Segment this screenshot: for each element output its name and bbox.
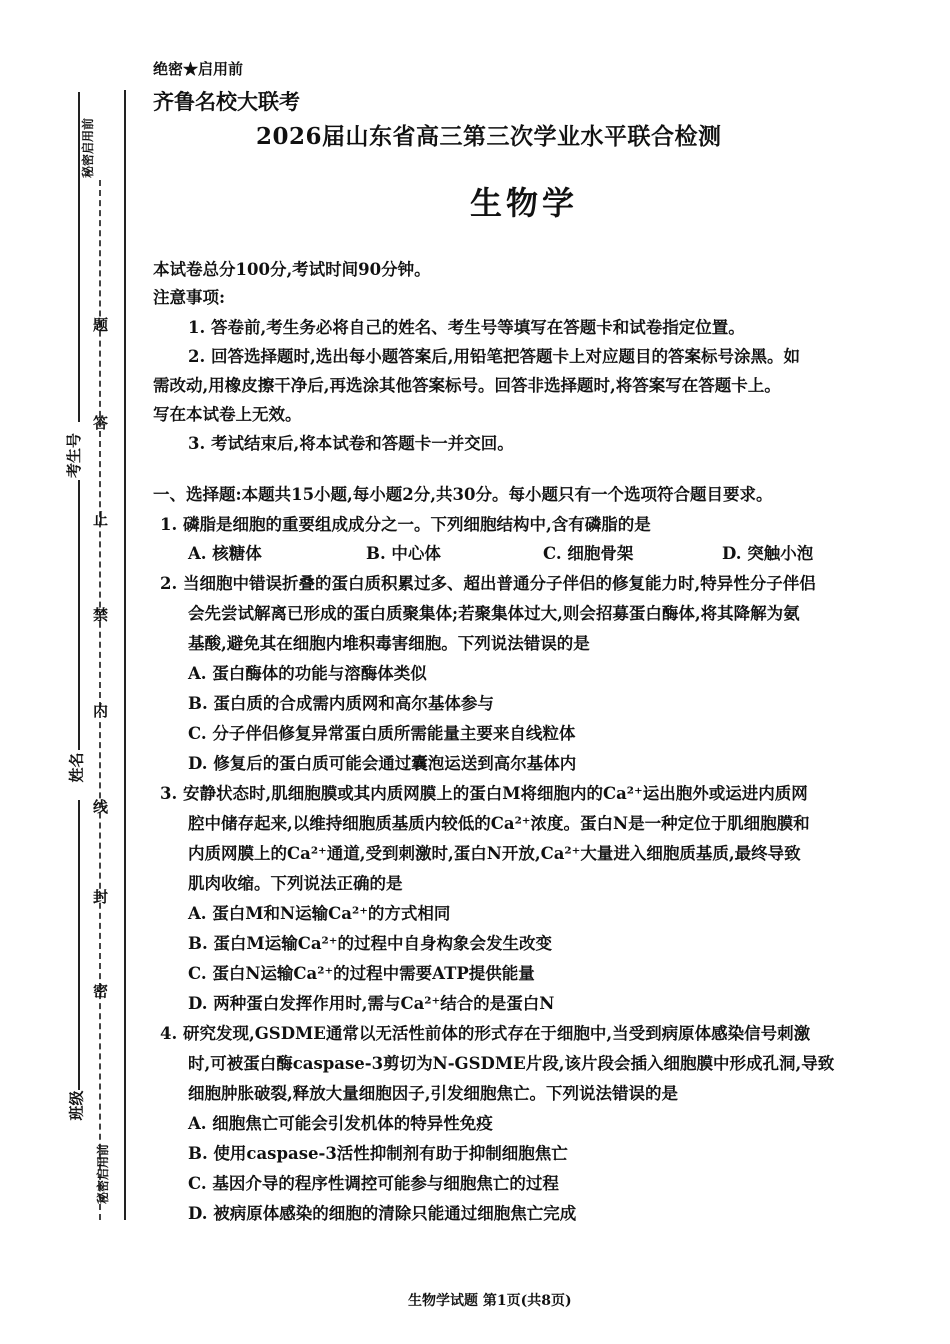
q2-option-d: D. 修复后的蛋白质可能会通过囊泡运送到高尔基体内 [188, 754, 577, 773]
q3-option-c: C. 蛋白N运输Ca²⁺的过程中需要ATP提供能量 [188, 964, 535, 983]
q2-option-b: B. 蛋白质的合成需内质网和高尔基体参与 [188, 694, 494, 713]
q2-stem-line3: 基酸,避免其在细胞内堆积毒害细胞。下列说法错误的是 [188, 634, 590, 653]
q4-option-d: D. 被病原体感染的细胞的清除只能通过细胞焦亡完成 [188, 1204, 577, 1223]
page-footer: 生物学试题 第1页(共8页) [408, 1293, 572, 1309]
league-name: 齐鲁名校大联考 [153, 89, 300, 114]
binding-margin [0, 0, 140, 1344]
notice-item-2-line1: 2. 回答选择题时,选出每小题答案后,用铅笔把答题卡上对应题目的答案标号涂黑。如 [188, 347, 800, 366]
top-seal-label: 秘密启用前 [81, 117, 96, 179]
seal-char-xian: 线 [93, 798, 109, 816]
q1-option-d: D. 突触小泡 [722, 544, 814, 563]
margin-line-mid [78, 480, 80, 750]
seal-char-ti: 题 [93, 316, 109, 334]
q2-option-a: A. 蛋白酶体的功能与溶酶体类似 [188, 664, 427, 683]
q4-stem-line3: 细胞肿胀破裂,释放大量细胞因子,引发细胞焦亡。下列说法错误的是 [188, 1084, 678, 1103]
seal-char-feng: 封 [93, 888, 109, 906]
score-time-line: 本试卷总分100分,考试时间90分钟。 [153, 260, 431, 279]
exam-title: 2026届山东省高三第三次学业水平联合检测 [256, 123, 722, 150]
q4-option-a: A. 细胞焦亡可能会引发机体的特异性免疫 [188, 1114, 493, 1133]
q2-stem-line2: 会先尝试解离已形成的蛋白质聚集体;若聚集体过大,则会招募蛋白酶体,将其降解为氨 [188, 604, 800, 623]
bottom-seal-label: 秘密启用前 [96, 1143, 111, 1205]
q3-option-b: B. 蛋白M运输Ca²⁺的过程中自身构象会发生改变 [188, 934, 552, 953]
margin-line-top [78, 92, 80, 422]
q4-option-b: B. 使用caspase-3活性抑制剂有助于抑制细胞焦亡 [188, 1144, 568, 1163]
notice-item-2-line3: 写在本试卷上无效。 [153, 405, 302, 424]
q2-option-c: C. 分子伴侣修复异常蛋白质所需能量主要来自线粒体 [188, 724, 576, 743]
q1-stem: 1. 磷脂是细胞的重要组成成分之一。下列细胞结构中,含有磷脂的是 [160, 515, 651, 534]
q3-option-d: D. 两种蛋白发挥作用时,需与Ca²⁺结合的是蛋白N [188, 994, 555, 1013]
q4-option-c: C. 基因介导的程序性调控可能参与细胞焦亡的过程 [188, 1174, 559, 1193]
seal-char-mi: 密 [93, 982, 109, 1000]
seal-char-jin: 禁 [93, 606, 109, 624]
notice-title: 注意事项: [153, 288, 226, 307]
subject-title: 生物学 [470, 184, 579, 222]
q3-stem-line4: 肌肉收缩。下列说法正确的是 [188, 874, 403, 893]
notice-item-2-line2: 需改动,用橡皮擦干净后,再选涂其他答案标号。回答非选择题时,将答案写在答题卡上。 [153, 376, 781, 395]
section-1-heading: 一、选择题:本题共15小题,每小题2分,共30分。每小题只有一个选项符合题目要求。 [153, 485, 773, 504]
seal-char-da: 答 [93, 414, 109, 432]
candidate-no-label: 考生号 [65, 432, 84, 479]
notice-item-1: 1. 答卷前,考生务必将自己的姓名、考生号等填写在答题卡和试卷指定位置。 [188, 318, 745, 337]
q3-stem-line2: 腔中储存起来,以维持细胞质基质内较低的Ca²⁺浓度。蛋白N是一种定位于肌细胞膜和 [188, 814, 810, 833]
name-label: 姓名 [67, 752, 86, 783]
q1-option-a: A. 核糖体 [188, 544, 262, 563]
class-label: 班级 [67, 1090, 86, 1121]
q4-stem-line2: 时,可被蛋白酶caspase-3剪切为N-GSDME片段,该片段会插入细胞膜中形成孔洞,导致 [188, 1054, 835, 1073]
q4-stem-line1: 4. 研究发现,GSDME通常以无活性前体的形式存在于细胞中,当受到病原体感染信号刺激 [160, 1024, 811, 1043]
q3-option-a: A. 蛋白M和N运输Ca²⁺的方式相同 [188, 904, 451, 923]
seal-char-zhi: 止 [93, 510, 109, 528]
seal-char-nei: 内 [93, 702, 109, 720]
q3-stem-line3: 内质网膜上的Ca²⁺通道,受到刺激时,蛋白N开放,Ca²⁺大量进入细胞质基质,最终导致 [188, 844, 801, 863]
q3-stem-line1: 3. 安静状态时,肌细胞膜或其内质网膜上的蛋白M将细胞内的Ca²⁺运出胞外或运进内质网 [160, 784, 808, 803]
secret-notice: 绝密★启用前 [153, 60, 244, 78]
notice-item-3: 3. 考试结束后,将本试卷和答题卡一并交回。 [188, 434, 514, 453]
margin-dashed-seal-line [96, 180, 111, 1220]
q2-stem-line1: 2. 当细胞中错误折叠的蛋白质积累过多、超出普通分子伴侣的修复能力时,特异性分子伴侣 [160, 574, 816, 593]
q1-option-b: B. 中心体 [366, 544, 441, 563]
margin-line-bottom [78, 800, 80, 1090]
q1-option-c: C. 细胞骨架 [543, 544, 634, 563]
margin-right-rule [124, 90, 126, 1220]
